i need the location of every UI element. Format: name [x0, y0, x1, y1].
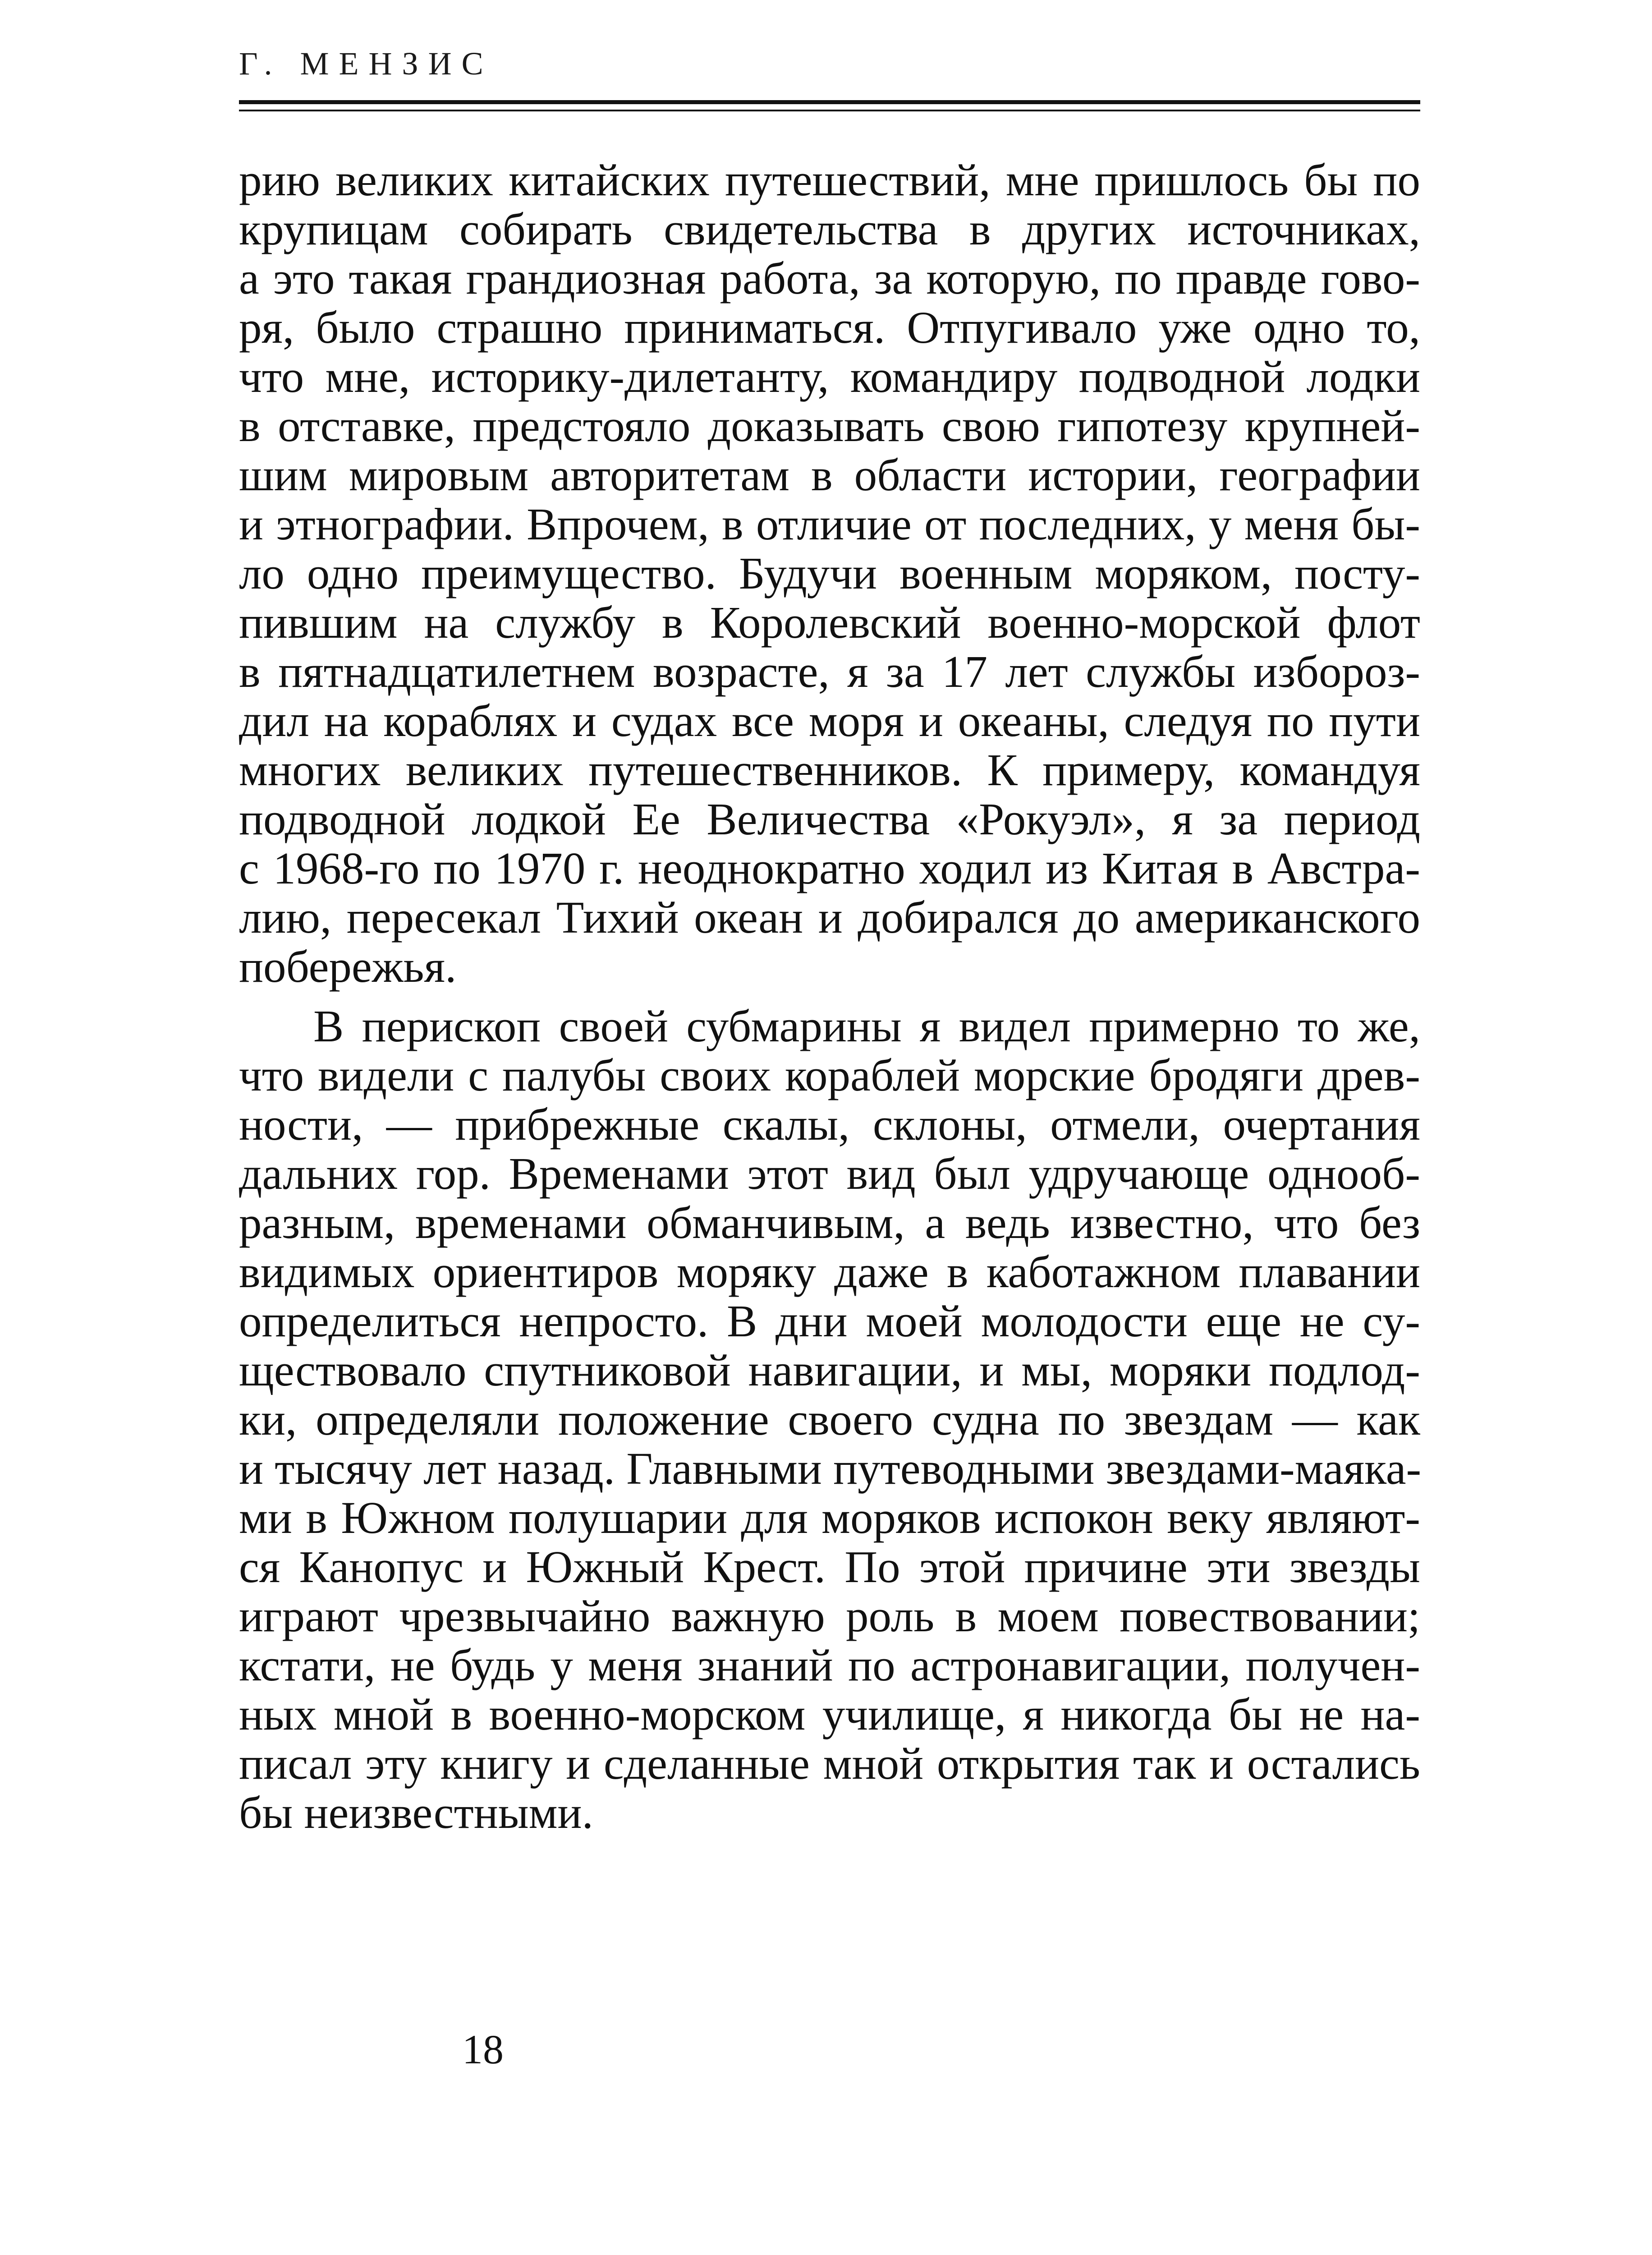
text-line: в пятнадцатилетнем возрасте, я за 17 лет службы избороз- — [239, 646, 1420, 697]
text-line: ных мной в военно-морском училище, я никогда бы не на- — [239, 1689, 1420, 1740]
text-line: ло одно преимущество. Будучи военным моряком, посту- — [239, 548, 1420, 598]
text-line: определиться непросто. В дни моей молодости еще не су- — [239, 1296, 1420, 1346]
text-line: в отставке, предстояло доказывать свою гипотезу крупней- — [239, 400, 1420, 451]
text-line: что мне, историку-дилетанту, командиру подводной лодки — [239, 351, 1420, 402]
text-line: побережья. — [239, 941, 457, 992]
text-line: разным, временами обманчивым, а ведь известно, что без — [239, 1197, 1420, 1248]
header-rule-thick — [239, 100, 1420, 104]
page-number: 18 — [462, 2026, 504, 2072]
text-line: писал эту книгу и сделанные мной открытия так и остались — [239, 1738, 1420, 1789]
text-line: ся Канопус и Южный Крест. По этой причине эти звезды — [239, 1542, 1420, 1592]
text-line: дил на кораблях и судах все моря и океаны, следуя по пути — [239, 695, 1420, 746]
paragraph-2 — [239, 1002, 1420, 1837]
text-line: ки, определяли положение своего судна по звездам — как — [239, 1394, 1420, 1445]
text-line: играют чрезвычайно важную роль в моем повествовании; — [239, 1591, 1420, 1641]
text-line: видимых ориентиров моряку даже в каботажном плавании — [239, 1247, 1420, 1297]
text-line: ществовало спутниковой навигации, и мы, моряки подлод- — [239, 1345, 1420, 1395]
text-line: лию, пересекал Тихий океан и добирался до американского — [239, 892, 1420, 943]
text-line: шим мировым авторитетам в области истории, географии — [239, 450, 1420, 500]
text-line: дальних гор. Временами этот вид был удручающе однооб- — [239, 1148, 1420, 1199]
text-line: бы неизвестными. — [239, 1787, 593, 1838]
paragraph-1 — [239, 156, 1420, 991]
text-line: а это такая грандиозная работа, за которую, по правде гово- — [239, 253, 1420, 304]
text-line: подводной лодкой Ее Величества «Рокуэл», я за период — [239, 794, 1420, 844]
text-line: ности, — прибрежные скалы, склоны, отмели, очертания — [239, 1099, 1420, 1150]
text-line: рию великих китайских путешествий, мне пришлось бы по — [239, 155, 1420, 205]
text-line: и тысячу лет назад. Главными путеводными звездами-маяка- — [239, 1443, 1422, 1494]
text-line: что видели с палубы своих кораблей морские бродяги древ- — [239, 1050, 1420, 1100]
text-line: ми в Южном полушарии для моряков испокон веку являют- — [239, 1492, 1420, 1543]
text-line: с 1968-го по 1970 г. неоднократно ходил из Китая в Австра- — [239, 843, 1420, 893]
running-head: Г. МЕНЗИС — [239, 46, 493, 82]
text-line: пившим на службу в Королевский военно-морской флот — [239, 597, 1420, 648]
text-line: ря, было страшно приниматься. Отпугивало уже одно то, — [239, 302, 1420, 353]
text-line: и этнографии. Впрочем, в отличие от последних, у меня бы- — [239, 499, 1420, 549]
text-line: многих великих путешественников. К примеру, командуя — [239, 745, 1420, 795]
text-line: кстати, не будь у меня знаний по астронавигации, получен- — [239, 1640, 1420, 1690]
body-text — [239, 156, 1420, 1837]
header-rule-thin — [239, 110, 1420, 111]
text-line: крупицам собирать свидетельства в других источниках, — [239, 204, 1420, 254]
text-line: В перископ своей субмарины я видел примерно то же, — [313, 1001, 1420, 1051]
